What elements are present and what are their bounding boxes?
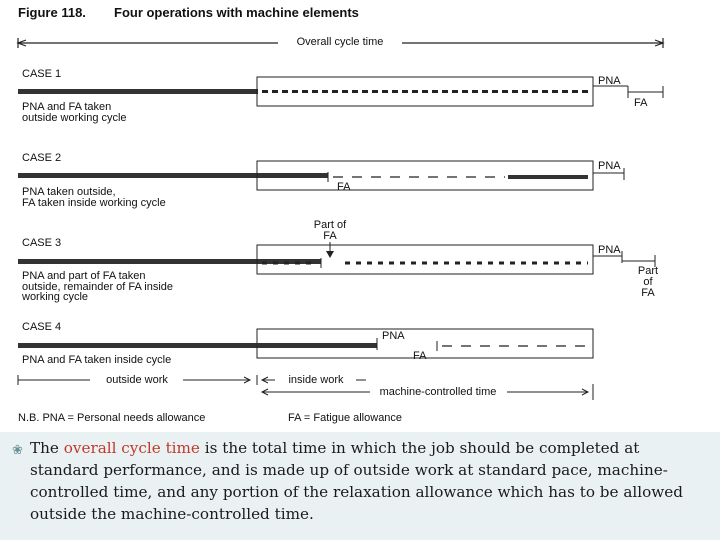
case3-part-right-1: Part <box>637 265 659 277</box>
case1-fa-label: FA <box>634 97 648 109</box>
case4-outside-bar <box>18 343 258 348</box>
case3-part-top-2: FA <box>323 230 337 242</box>
case4-desc-1: PNA and FA taken inside cycle <box>22 354 172 366</box>
figure-number: Figure 118. <box>18 5 86 20</box>
case1-desc-1: PNA and FA taken <box>22 101 112 113</box>
outside-work-label: outside work <box>106 374 168 386</box>
caption-pre: The <box>30 439 64 457</box>
case2-outside-bar <box>18 173 328 178</box>
bullet-icon: ❀ <box>12 443 23 458</box>
case2-inside-bar <box>508 175 588 179</box>
case2-pna-label: PNA <box>598 160 621 172</box>
case3-part-top-1: Part of <box>313 219 347 231</box>
case3-pna-label: PNA <box>598 244 621 256</box>
inside-work-label: inside work <box>288 374 344 386</box>
case3-part-right-2: of <box>643 276 653 288</box>
case2-fa-label: FA <box>337 181 351 193</box>
case4-fa-label: FA <box>413 350 427 362</box>
caption-text <box>12 437 700 525</box>
case3-desc-1: PNA and part of FA taken <box>22 270 146 282</box>
machine-controlled-label: machine-controlled time <box>379 386 497 398</box>
overall-cycle-label: Overall cycle time <box>296 36 384 48</box>
case4-title: CASE 4 <box>22 321 62 333</box>
case1-outside-bar <box>18 89 258 94</box>
case2-desc-2: FA taken inside working cycle <box>22 197 166 209</box>
case4-pna-bar <box>257 343 377 348</box>
caption-post: is the total time in which the job should be completed at standard performance, and is made up of outside work at standard pace, machine-controlled time, and any portion of the relaxation allowance which has to be allowed outside the machine-controlled time. <box>30 439 683 523</box>
case4-pna-label: PNA <box>382 330 405 342</box>
caption-highlight: overall cycle time <box>63 439 200 457</box>
case3-part-arrowhead <box>326 251 334 258</box>
note-pna: N.B. PNA = Personal needs allowance <box>18 412 206 424</box>
case1-title: CASE 1 <box>22 68 62 80</box>
case1-desc-2: outside working cycle <box>22 112 127 124</box>
note-fa: FA = Fatigue allowance <box>288 412 403 424</box>
figure-title: Four operations with machine elements <box>114 5 359 20</box>
case3-title: CASE 3 <box>22 237 62 249</box>
case2-desc-1: PNA taken outside, <box>22 186 116 198</box>
case3-desc-2: outside, remainder of FA inside <box>22 281 174 293</box>
case2-title: CASE 2 <box>22 152 62 164</box>
case3-part-right-3: FA <box>641 287 655 299</box>
case1-pna-label: PNA <box>598 75 621 87</box>
case3-desc-3: working cycle <box>22 291 89 303</box>
